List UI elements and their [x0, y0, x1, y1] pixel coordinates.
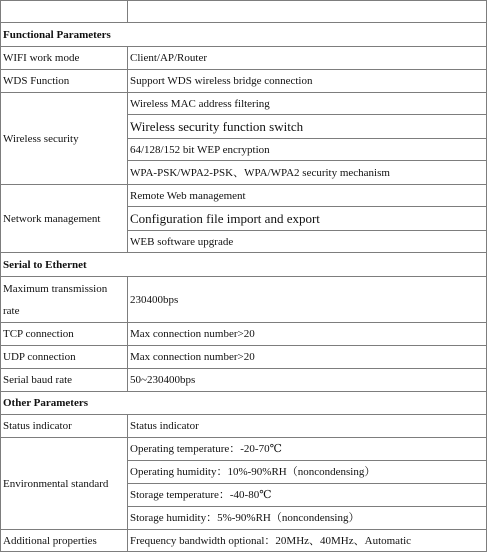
- table-cell: [128, 1, 487, 23]
- table-cell: [1, 1, 128, 23]
- row-value: 50~230400bps: [128, 369, 487, 392]
- row-value: Client/AP/Router: [128, 47, 487, 70]
- row-label: UDP connection: [1, 346, 128, 369]
- row-label: Status indicator: [1, 415, 128, 438]
- row-value: Remote Web management: [128, 185, 487, 207]
- row-label: TCP connection: [1, 323, 128, 346]
- table-row: [1, 93, 487, 115]
- row-value: WEB software upgrade: [128, 231, 487, 253]
- row-value: Operating temperature：-20-70℃: [128, 438, 487, 461]
- table-row: [1, 323, 487, 346]
- row-value: Support WDS wireless bridge connection: [128, 70, 487, 93]
- row-value: Configuration file import and export: [128, 207, 487, 231]
- table-row: [1, 47, 487, 70]
- row-label: Maximum transmission rate: [1, 277, 128, 323]
- table-row: [1, 277, 487, 323]
- section-header-serial: Serial to Ethernet: [1, 253, 487, 277]
- section-row: [1, 23, 487, 47]
- row-value: Storage humidity：5%-90%RH（noncondensing）: [128, 507, 487, 530]
- row-label: Wireless security: [1, 93, 128, 185]
- row-value: Storage temperature：-40-80℃: [128, 484, 487, 507]
- section-row: [1, 253, 487, 277]
- row-value: 230400bps: [128, 277, 487, 323]
- section-header-other: Other Parameters: [1, 392, 487, 415]
- table-row: [1, 369, 487, 392]
- row-value: Operating humidity：10%-90%RH（noncondensing）: [128, 461, 487, 484]
- table-row: [1, 438, 487, 461]
- row-value: Max connection number>20: [128, 346, 487, 369]
- table-row: [1, 185, 487, 207]
- row-label: WIFI work mode: [1, 47, 128, 70]
- row-value: Max connection number>20: [128, 323, 487, 346]
- table-row: [1, 530, 487, 552]
- row-value: Status indicator: [128, 415, 487, 438]
- row-value: Wireless security function switch: [128, 115, 487, 139]
- table-row: [1, 70, 487, 93]
- table-row: [1, 415, 487, 438]
- table-row: [1, 346, 487, 369]
- row-label: Additional properties: [1, 530, 128, 552]
- row-value: Wireless MAC address filtering: [128, 93, 487, 115]
- row-label: Network management: [1, 185, 128, 253]
- row-value: WPA-PSK/WPA2-PSK、WPA/WPA2 security mechanism: [128, 161, 487, 185]
- row-label: WDS Function: [1, 70, 128, 93]
- row-label: Environmental standard: [1, 438, 128, 530]
- row-label: Serial baud rate: [1, 369, 128, 392]
- table-row: [1, 1, 487, 23]
- row-value: 64/128/152 bit WEP encryption: [128, 139, 487, 161]
- section-row: [1, 392, 487, 415]
- section-header-functional: Functional Parameters: [1, 23, 487, 47]
- row-value: Frequency bandwidth optional：20MHz、40MHz、Automatic: [128, 530, 487, 552]
